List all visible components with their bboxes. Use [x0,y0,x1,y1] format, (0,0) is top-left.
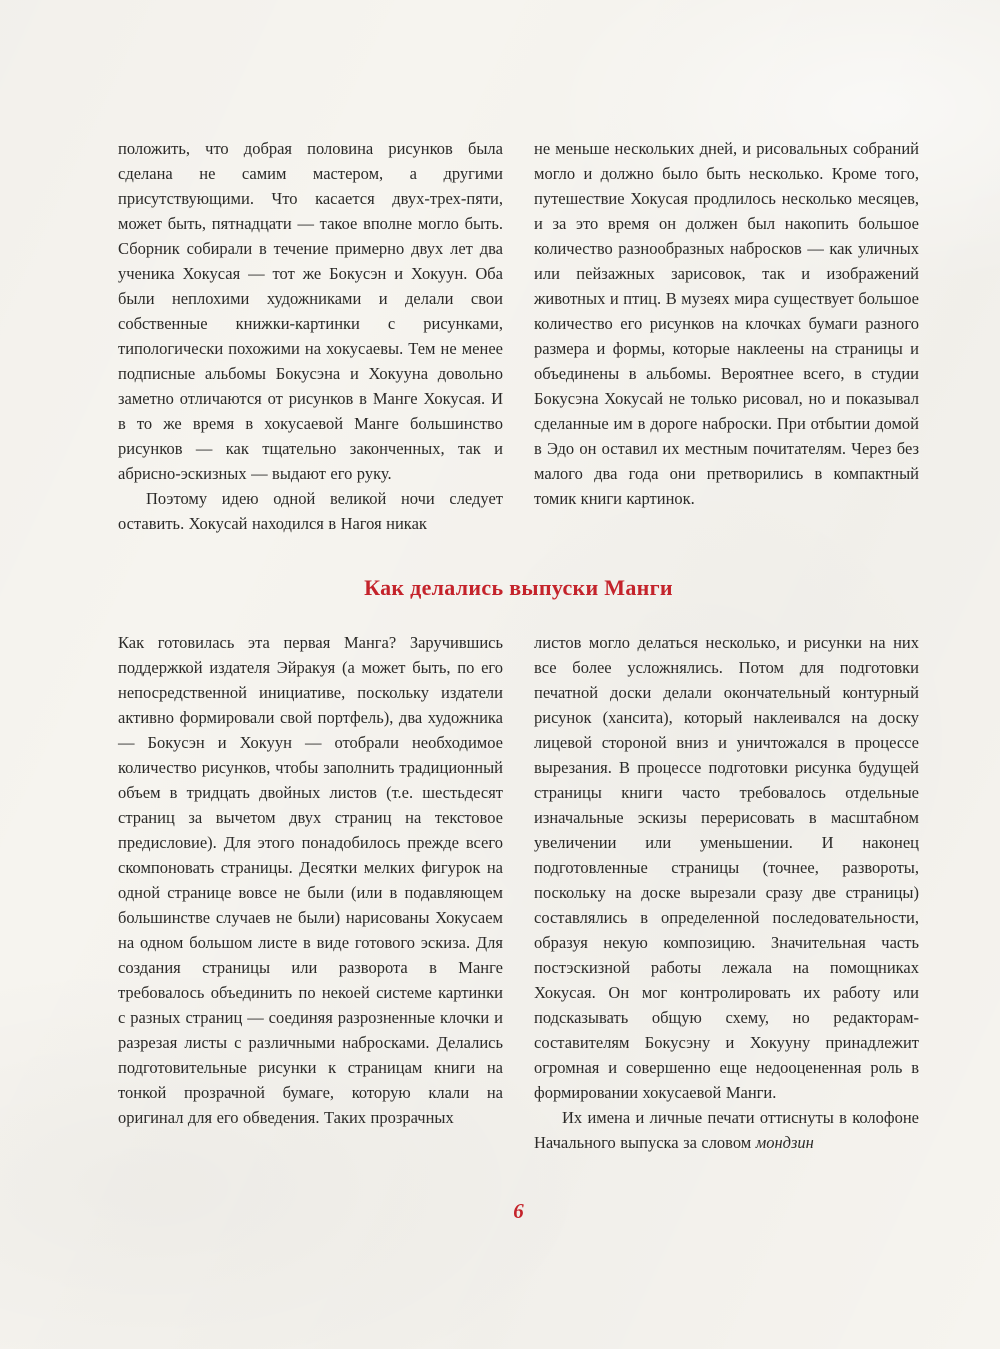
paragraph: листов могло делаться несколько, и рисунки на них все более усложнялись. Потом для подготовки печатной доски делали окончательный контурный рисунок (хансита), который наклеивался на доску лицевой стороной вниз и уничтожался в процессе вырезания. В процессе подготовки рисунка будущей страницы книги часто требовалось отдельные изначальные эскизы перерисовать в масштабном увеличении или уменьшении. И наконец подготовленные страницы (точнее, развороты, поскольку на доске вырезали сразу две страницы) составлялись в определенной последовательности, образуя некую композицию. Значительная часть постэскизной работы лежала на помощниках Хокусая. Он мог контролировать их работу или подсказывать общую схему, но редакторам-составителям Бокусэну и Хокууну принадлежит огромная и совершенно еще недооцененная роль в формировании хокусаевой Манги. [534,633,919,1102]
paragraph-text: Их имена и личные печати оттиснуты в колофоне Начального выпуска за словом [534,1108,919,1152]
paragraph: не меньше нескольких дней, и рисовальных собраний могло и должно было быть несколько. Кроме того, путешествие Хокусая продлилось несколько месяцев, и за это время он должен был накопить большое количество разнообразных набросков — как уличных или пейзажных зарисовок, так и изображений животных и птиц. В музеях мира существует большое количество его рисунков на клочках бумаги разного размера и формы, которые наклеены на страницы и объединены в альбомы. Вероятнее всего, в студии Бокусэна Хокусай не только рисовал, но и показывал сделанные им в дороге наброски. При отбытии домой в Эдо он оставил их местным почитателям. Через без малого два года они претворились в компактный томик книги картинок. [534,139,919,508]
paragraph: положить, что добрая половина рисунков была сделана не самим мастером, а другими присутствующими. Что касается двух-трех-пяти, может быть, пятнадцати — такое вполне могло быть. Сборник собирали в течение примерно двух лет два ученика Хокусая — тот же Бокусэн и Хокуун. Оба были неплохими художниками и делали свои собственные книжки-картинки с рисунками, типологически похожими на хокусаевы. Тем не менее подписные альбомы Бокусэна и Хокууна довольно заметно отличаются от рисунков в Манге Хокусая. И в то же время в хокусаевой Манге большинство рисунков — как тщательно законченных, так и абрисно-эскизных — выдают его руку. [118,139,503,483]
page-number: 6 [513,1199,524,1223]
bottom-left-column [118,630,503,1155]
paragraph [534,1105,919,1155]
term-italic: мондзин [755,1133,814,1152]
bottom-right-column [534,630,919,1155]
chapter-section [118,630,919,1155]
top-left-column [118,136,503,536]
chapter-heading: Как делались выпуски Манги [364,575,673,600]
intro-section [118,136,919,536]
paragraph: Поэтому идею одной великой ночи следует оставить. Хокусай находился в Нагоя никак [118,489,503,533]
top-right-column [534,136,919,536]
paragraph: Как готовилась эта первая Манга? Заручившись поддержкой издателя Эйракуя (а может быть, по его непосредственной инициативе, поскольку издатели активно формировали свой портфель), два художника — Бокусэн и Хокуун — отобрали необходимое количество рисунков, чтобы заполнить традиционный объем в тридцать двойных листов (т.е. шестьдесят страниц за вычетом двух страниц на текстовое предисловие). Для этого понадобилось прежде всего скомпоновать страницы. Десятки мелких фигурок на одной странице вовсе не были (или в подавляющем большинстве случаев не были) нарисованы Хокусаем на одном большом листе в виде готового эскиза. Для создания страницы или разворота в Манге требовалось объединить по некоей системе картинки с разных страниц — соединяя разрозненные клочки и разрезая листы с различными набросками. Делались подготовительные рисунки к страницам книги на тонкой прозрачной бумаге, которую клали на оригинал для его обведения. Таких прозрачных [118,633,503,1127]
